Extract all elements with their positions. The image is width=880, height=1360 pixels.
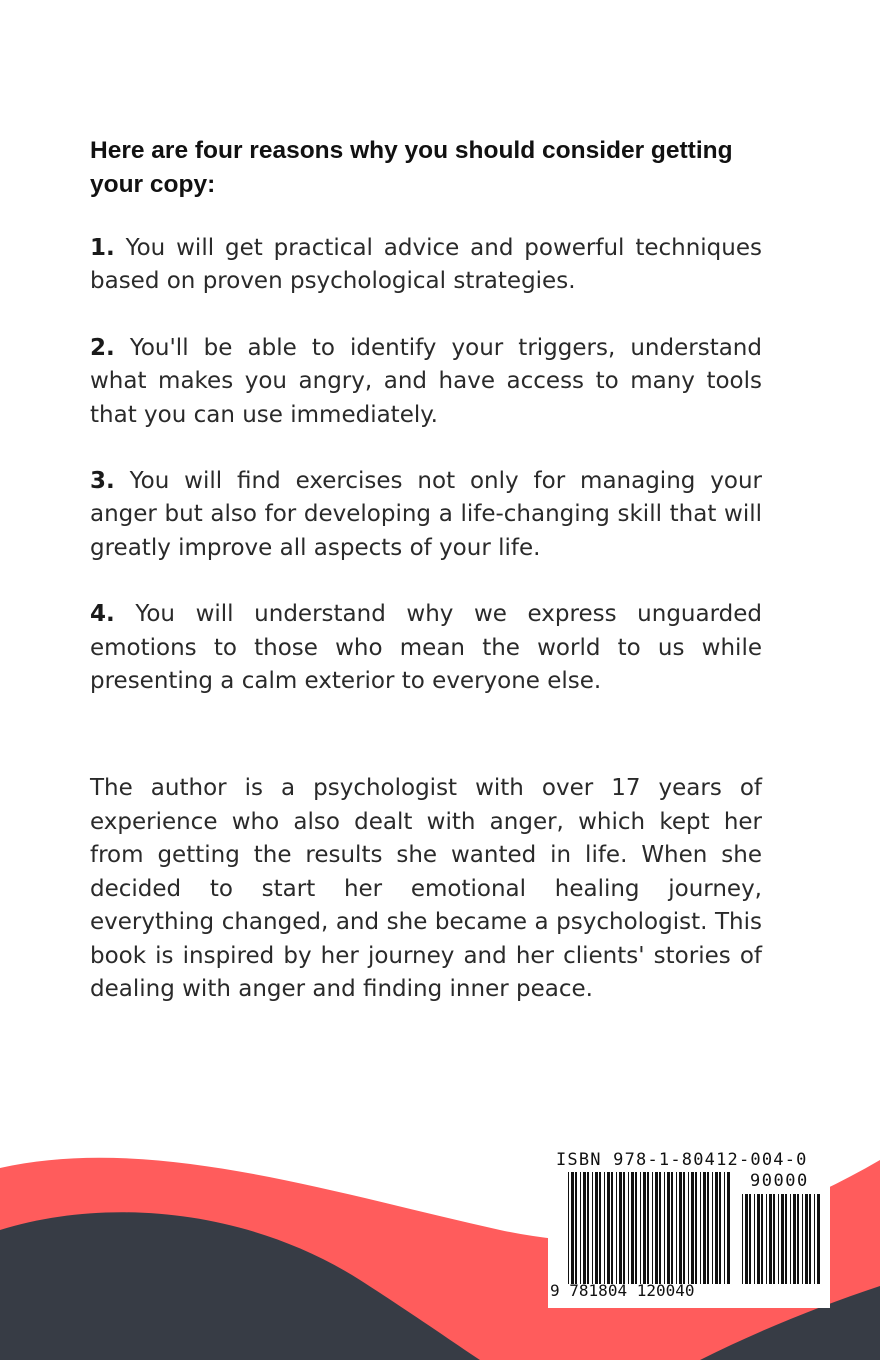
- barcode-bar: [568, 1172, 569, 1284]
- barcode-bar: [790, 1194, 791, 1284]
- barcode-bar: [700, 1172, 701, 1284]
- isbn-text: ISBN 978-1-80412-004-0: [556, 1150, 808, 1170]
- ean-left-group: 781804: [569, 1281, 628, 1300]
- barcode-bar: [611, 1172, 613, 1284]
- barcode-bar: [814, 1194, 815, 1284]
- reason-text: You will get practical advice and powerful techniques based on proven psychological strategies.: [90, 235, 762, 295]
- barcode-bar: [595, 1172, 598, 1284]
- barcode-bar: [719, 1172, 721, 1284]
- barcode-bar: [688, 1172, 689, 1284]
- barcode-bar: [766, 1194, 767, 1284]
- barcode-bar: [575, 1172, 577, 1284]
- ean-first-digit: 9: [550, 1281, 560, 1300]
- barcode-bar: [781, 1194, 784, 1284]
- barcode-bar: [805, 1194, 808, 1284]
- barcode-bar: [797, 1194, 799, 1284]
- barcode-bar: [671, 1172, 673, 1284]
- ean-right-group: 120040: [636, 1281, 695, 1300]
- reason-text: You will find exercises not only for managing your anger but also for developing a life-changing skill that will greatly improve all aspects of your life.: [90, 468, 762, 561]
- barcode-bar: [619, 1172, 622, 1284]
- barcode-bar: [659, 1172, 661, 1284]
- barcode-bar: [683, 1172, 685, 1284]
- reason-number: 1.: [90, 235, 115, 261]
- barcode-bar: [742, 1194, 743, 1284]
- barcode-bar: [757, 1194, 760, 1284]
- barcode-bar: [676, 1172, 677, 1284]
- barcode-bar: [695, 1172, 697, 1284]
- reason-number: 4.: [90, 601, 115, 628]
- reason-text: You will understand why we express unguarded emotions to those who mean the world to us while presenting a calm exterior to everyone else.: [90, 601, 762, 695]
- barcode: [548, 1148, 830, 1308]
- reasons-heading: Here are four reasons why you should consider getting your copy:: [90, 137, 733, 198]
- barcode-bar: [628, 1172, 629, 1284]
- barcode-bar: [761, 1194, 763, 1284]
- barcode-bar: [599, 1172, 601, 1284]
- reason-text: You'll be able to identify your triggers, understand what makes you angry, and have access to many tools that you can use immediately.: [90, 334, 762, 428]
- barcode-bar: [785, 1194, 787, 1284]
- barcode-bar: [754, 1194, 755, 1284]
- barcode-bar: [635, 1172, 637, 1284]
- barcode-bar: [778, 1194, 779, 1284]
- barcode-bar: [580, 1172, 581, 1284]
- reason-number: 2.: [90, 334, 115, 361]
- barcode-bar: [703, 1172, 706, 1284]
- barcode-bar: [809, 1194, 811, 1284]
- barcode-bar: [604, 1172, 605, 1284]
- author-bio: The author is a psychologist with over 17 years of experience who also dealt with anger, which kept her from getting the results she wanted in life. When she decided to start her emotional healing journey, everything changed, and she became a psychologist. This book is inspired by her journey and her clients' stories of dealing with anger and finding inner peace.: [90, 775, 762, 1002]
- barcode-bar: [647, 1172, 649, 1284]
- barcode-bar: [631, 1172, 634, 1284]
- barcode-bar: [802, 1194, 803, 1284]
- barcode-bar: [745, 1194, 748, 1284]
- ean-number: [550, 1281, 695, 1300]
- barcode-bar: [583, 1172, 586, 1284]
- barcode-bar: [667, 1172, 670, 1284]
- barcode-bar: [587, 1172, 589, 1284]
- price-code: 90000: [750, 1171, 809, 1191]
- barcode-bar: [769, 1194, 772, 1284]
- barcode-bar: [773, 1194, 775, 1284]
- barcode-bar: [691, 1172, 694, 1284]
- barcode-bar: [616, 1172, 617, 1284]
- barcode-bar: [643, 1172, 646, 1284]
- barcode-bar: [640, 1172, 641, 1284]
- barcode-bar: [712, 1172, 713, 1284]
- barcode-bar: [592, 1172, 593, 1284]
- barcode-bar: [707, 1172, 709, 1284]
- barcode-bar: [679, 1172, 682, 1284]
- barcode-bar: [652, 1172, 653, 1284]
- barcode-bar: [571, 1172, 574, 1284]
- barcode-bar: [793, 1194, 796, 1284]
- barcode-bar: [664, 1172, 665, 1284]
- barcode-bar: [724, 1172, 725, 1284]
- barcode-bar: [727, 1172, 730, 1284]
- reason-number: 3.: [90, 468, 115, 495]
- barcode-bar: [749, 1194, 751, 1284]
- barcode-bar: [817, 1194, 820, 1284]
- barcode-bar: [623, 1172, 625, 1284]
- barcode-bar: [715, 1172, 718, 1284]
- barcode-bar: [607, 1172, 610, 1284]
- barcode-bar: [655, 1172, 658, 1284]
